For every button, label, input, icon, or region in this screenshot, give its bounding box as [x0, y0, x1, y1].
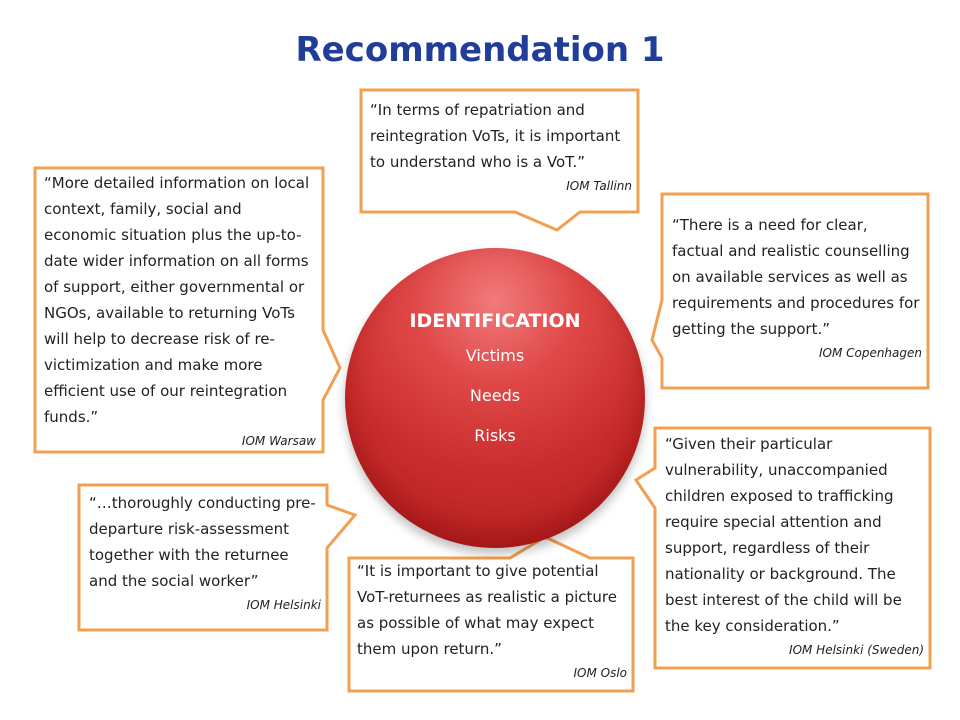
- quote-source-copenhagen: IOM Copenhagen: [818, 346, 922, 360]
- quote-text-oslo: “It is important to give potential VoT-returnees as realistic a picture as possible of what may expect them upon return.”: [357, 562, 617, 658]
- circle-item-needs: Needs: [469, 386, 521, 405]
- quote-box-helsinki: [89, 490, 321, 614]
- quote-source-sweden: IOM Helsinki (Sweden): [789, 643, 924, 657]
- quote-source-helsinki: IOM Helsinki: [246, 598, 321, 612]
- page-title: Recommendation 1: [295, 30, 665, 70]
- identification-label-group: [345, 306, 645, 456]
- circle-item-victims: Victims: [465, 346, 525, 365]
- quote-text-copenhagen: “There is a need for clear, factual and realistic counselling on available services as well as requirements and procedures for getting the support.”: [672, 216, 920, 338]
- quote-text-sweden: “Given their particular vulnerability, unaccompanied children exposed to trafficking require special attention and support, regardless of their nationality or background. The best interest of the child will be the key consideration.”: [665, 435, 902, 635]
- quote-box-copenhagen: [672, 212, 922, 362]
- quote-box-sweden: [665, 431, 924, 659]
- quote-source-tallinn: IOM Tallinn: [566, 179, 632, 193]
- quote-box-tallinn: [370, 97, 632, 195]
- quote-text-helsinki: “…thoroughly conducting pre-departure risk-assessment together with the returnee and the social worker”: [89, 494, 316, 590]
- identification-heading: IDENTIFICATION: [409, 310, 581, 332]
- quote-source-warsaw: IOM Warsaw: [241, 434, 316, 448]
- quote-text-tallinn: “In terms of repatriation and reintegration VoTs, it is important to understand who is a VoT.”: [370, 101, 621, 171]
- quote-text-warsaw: “More detailed information on local context, family, social and economic situation plus the up-to-date wider information on all forms of support, either governmental or NGOs, available to returning VoTs will help to decrease risk of re-victimization and make more efficient use of our reintegration funds.”: [44, 174, 310, 426]
- quote-box-warsaw: [44, 170, 316, 450]
- circle-item-risks: Risks: [474, 426, 516, 445]
- quote-box-oslo: [357, 558, 627, 682]
- quote-source-oslo: IOM Oslo: [573, 666, 627, 680]
